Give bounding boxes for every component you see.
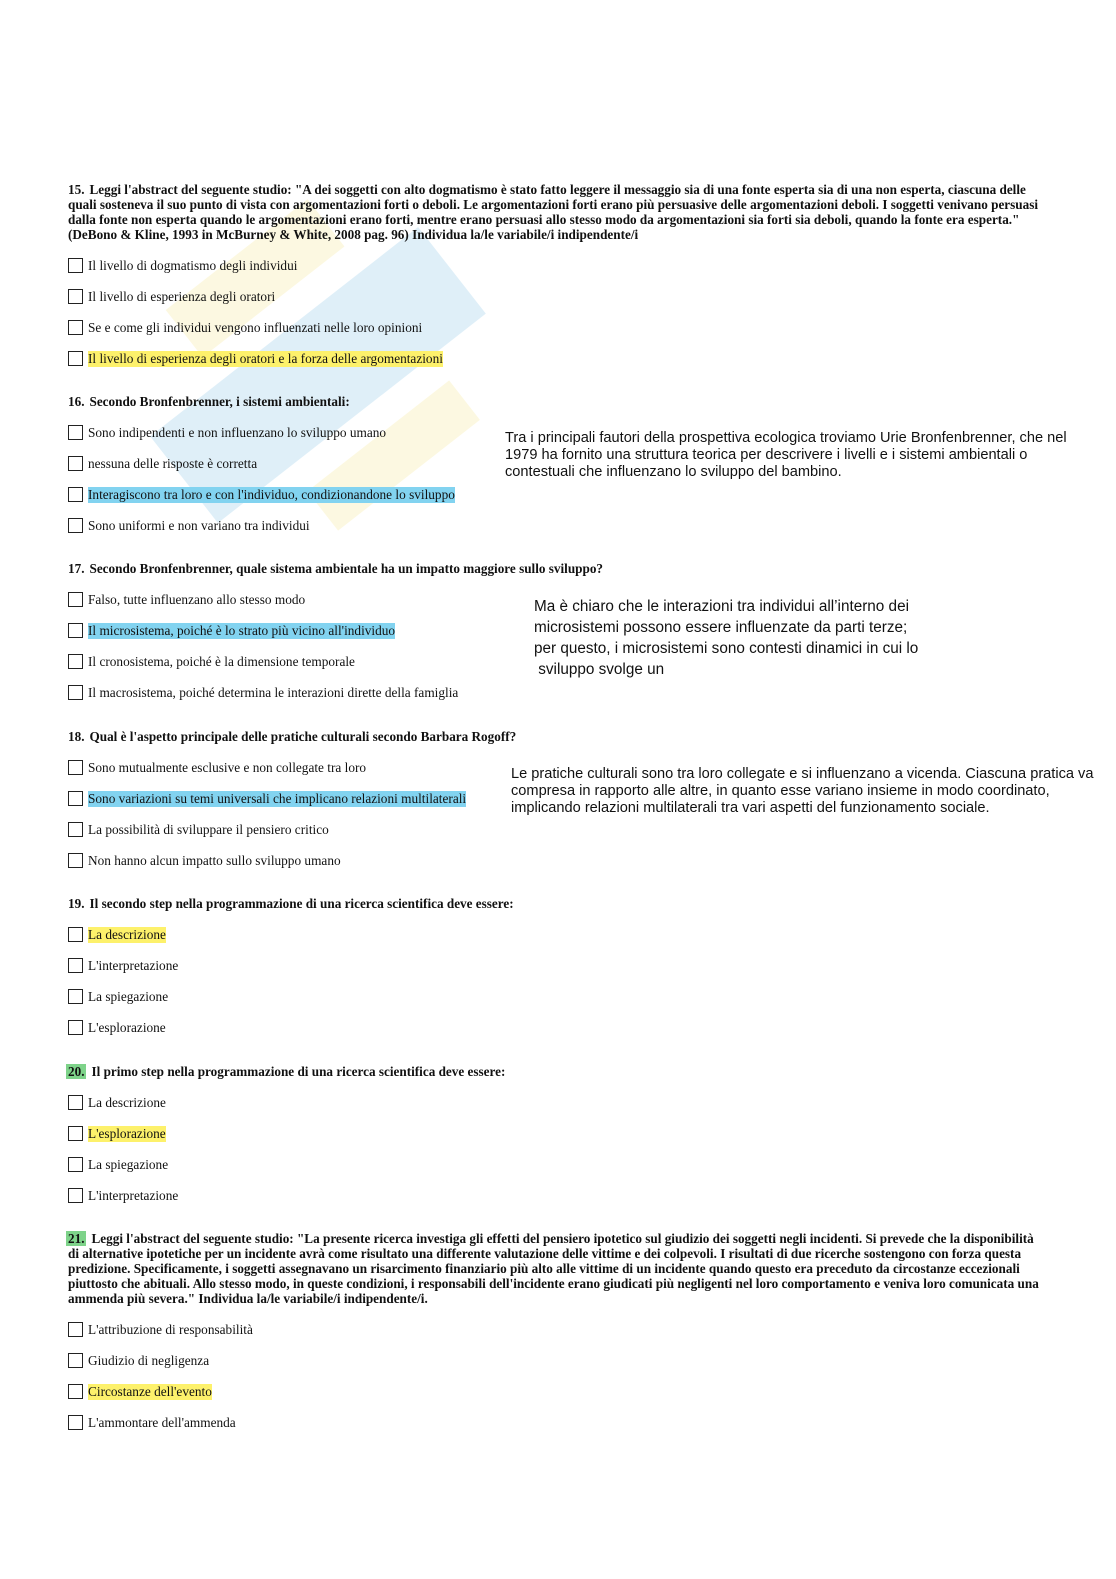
option-label: La possibilità di sviluppare il pensiero critico xyxy=(88,821,329,837)
checkbox[interactable] xyxy=(68,791,83,806)
question-21 xyxy=(68,1231,1043,1438)
checkbox[interactable] xyxy=(68,623,83,638)
answer-option[interactable] xyxy=(68,1149,768,1180)
note-line: sviluppo svolge un xyxy=(534,661,665,678)
question-text: Leggi l'abstract del seguente studio: "A dei soggetti con alto dogmatismo è stato fatto leggere il messaggio sia di una fonte esperta sia di una non esperta, ciascuna delle quali sosteneva il suo punto di vista con argomentazioni forti o deboli. Le argomentazioni forti erano più persuasive delle argomentazioni deboli. I soggetti venivano persuasi dalla fonte non esperta quando le argomentazioni erano forti, mentre erano persuasi allo stesso modo da argomentazioni sia forti sia deboli, quando la fonte era esperta."(DeBono & Kline, 1993 in McBurney & White, 2008 pag. 96) Individua la/le variabile/i indipendente/i xyxy=(68,182,1039,242)
question-16 xyxy=(68,394,498,541)
option-label-highlighted: Circostanze dell'evento xyxy=(88,1383,212,1399)
option-label: La descrizione xyxy=(88,1094,166,1110)
answer-option[interactable] xyxy=(68,510,498,541)
checkbox[interactable] xyxy=(68,1384,83,1399)
answer-option[interactable] xyxy=(68,845,768,876)
question-text: Secondo Bronfenbrenner, i sistemi ambientali: xyxy=(89,394,350,409)
answer-option[interactable] xyxy=(68,312,1048,343)
checkbox[interactable] xyxy=(68,1322,83,1337)
option-label-highlighted: Il microsistema, poiché è lo strato più vicino all'individuo xyxy=(88,622,396,638)
note-q16 xyxy=(505,430,1090,481)
option-label: L'interpretazione xyxy=(88,1187,179,1203)
answer-option[interactable] xyxy=(68,281,1048,312)
checkbox[interactable] xyxy=(68,592,83,607)
answer-option[interactable] xyxy=(68,1180,768,1211)
question-number: 19. xyxy=(68,896,85,911)
question-title xyxy=(68,729,768,744)
note-line: microsistemi possono essere influenzate da parti terze; xyxy=(534,619,908,636)
option-label: Se e come gli individui vengono influenzati nelle loro opinioni xyxy=(88,319,423,335)
checkbox[interactable] xyxy=(68,351,83,366)
answer-option[interactable] xyxy=(68,1376,1043,1407)
option-label-highlighted: La descrizione xyxy=(88,926,166,942)
question-number: 21. xyxy=(68,1231,85,1246)
answer-option[interactable] xyxy=(68,1118,768,1149)
checkbox[interactable] xyxy=(68,654,83,669)
option-label: Il macrosistema, poiché determina le interazioni dirette della famiglia xyxy=(88,684,459,700)
question-number: 17. xyxy=(68,561,85,576)
option-label: La spiegazione xyxy=(88,1156,169,1172)
question-text: Leggi l'abstract del seguente studio: "La presente ricerca investiga gli effetti del pensiero ipotetico sul giudizio dei soggetti negli incidenti. Si prevede che la disponibilità di alternative ipotetiche per un incidente avrà come risultato una differente valutazione delle vittime e dei colpevoli. I risultati di due ricerche sostengono con forza questa predizione. Specificamente, i soggetti assegnavano un risarcimento finanziario più alto alle vittime di un incidente quando questo era preceduto da circostanze eccezionali piuttosto che abituali. Allo stesso modo, in queste condizioni, i responsabili dell'incidente erano giudicati più negligenti nel loro comportamento e veniva loro comunicata una ammenda più severa." Individua la/le variabile/i indipendente/i. xyxy=(68,1231,1039,1306)
answer-option[interactable] xyxy=(68,1012,768,1043)
answer-option[interactable] xyxy=(68,479,498,510)
answer-option[interactable] xyxy=(68,343,1048,374)
answer-option[interactable] xyxy=(68,250,1048,281)
note-text: Le pratiche culturali sono tra loro collegate e si influenzano a vicenda. Ciascuna pratica va compresa in rapporto alle altre, in quanto esse variano insieme in modo coordinato, implicando relazioni multilaterali tra vari aspetti del funzionamento sociale. xyxy=(511,766,1094,816)
option-label: Non hanno alcun impatto sullo sviluppo umano xyxy=(88,852,341,868)
answer-option[interactable] xyxy=(68,981,768,1012)
checkbox[interactable] xyxy=(68,685,83,700)
checkbox[interactable] xyxy=(68,853,83,868)
checkbox[interactable] xyxy=(68,1126,83,1141)
question-title xyxy=(68,182,1048,242)
question-number: 16. xyxy=(68,394,85,409)
note-line: Ma è chiaro che le interazioni tra individui all’interno dei xyxy=(534,598,909,615)
answer-option[interactable] xyxy=(68,677,768,708)
option-label-highlighted: Interagiscono tra loro e con l'individuo, condizionandone lo sviluppo xyxy=(88,486,455,502)
question-title xyxy=(68,1231,1043,1306)
answer-option[interactable] xyxy=(68,950,768,981)
answer-option[interactable] xyxy=(68,919,768,950)
question-number: 18. xyxy=(68,729,85,744)
checkbox[interactable] xyxy=(68,456,83,471)
answer-option[interactable] xyxy=(68,814,768,845)
checkbox[interactable] xyxy=(68,487,83,502)
option-label: L'ammontare dell'ammenda xyxy=(88,1414,236,1430)
option-label: Giudizio di negligenza xyxy=(88,1352,210,1368)
question-number: 20. xyxy=(68,1064,85,1079)
option-label: Il livello di dogmatismo degli individui xyxy=(88,257,298,273)
option-label: Il cronosistema, poiché è la dimensione temporale xyxy=(88,653,355,669)
option-label: nessuna delle risposte è corretta xyxy=(88,455,258,471)
checkbox[interactable] xyxy=(68,258,83,273)
checkbox[interactable] xyxy=(68,1188,83,1203)
note-text: Tra i principali fautori della prospettiva ecologica troviamo Urie Bronfenbrenner, che nel 1979 ha fornito una struttura teorica per descrivere i livelli e i sistemi ambientali o contestuali che influenzano lo sviluppo del bambino. xyxy=(505,430,1067,480)
option-label: Il livello di esperienza degli oratori xyxy=(88,288,276,304)
checkbox[interactable] xyxy=(68,1157,83,1172)
answer-option[interactable] xyxy=(68,417,498,448)
question-15 xyxy=(68,182,1048,374)
answer-option[interactable] xyxy=(68,1407,1043,1438)
checkbox[interactable] xyxy=(68,958,83,973)
question-title xyxy=(68,896,768,911)
checkbox[interactable] xyxy=(68,760,83,775)
option-label: Sono mutualmente esclusive e non collegate tra loro xyxy=(88,759,367,775)
question-20 xyxy=(68,1064,768,1211)
option-label-highlighted: Il livello di esperienza degli oratori e la forza delle argomentazioni xyxy=(88,350,443,366)
question-text: Qual è l'aspetto principale delle pratiche culturali secondo Barbara Rogoff? xyxy=(89,729,517,744)
note-q18 xyxy=(511,766,1101,817)
question-text: Il primo step nella programmazione di una ricerca scientifica deve essere: xyxy=(91,1064,506,1079)
checkbox[interactable] xyxy=(68,1095,83,1110)
answer-option[interactable] xyxy=(68,1087,768,1118)
option-label: L'esplorazione xyxy=(88,1019,166,1035)
question-title xyxy=(68,561,768,576)
checkbox[interactable] xyxy=(68,822,83,837)
option-label: L'interpretazione xyxy=(88,957,179,973)
note-q17 xyxy=(534,596,1054,680)
note-line: per questo, i microsistemi sono contesti dinamici in cui lo xyxy=(534,640,919,657)
option-label: Falso, tutte influenzano allo stesso modo xyxy=(88,591,306,607)
checkbox[interactable] xyxy=(68,1020,83,1035)
answer-option[interactable] xyxy=(68,448,498,479)
question-title xyxy=(68,1064,768,1079)
option-label-highlighted: Sono variazioni su temi universali che implicano relazioni multilaterali xyxy=(88,790,467,806)
checkbox[interactable] xyxy=(68,320,83,335)
checkbox[interactable] xyxy=(68,1415,83,1430)
question-title xyxy=(68,394,498,409)
question-number: 15. xyxy=(68,182,85,197)
checkbox[interactable] xyxy=(68,425,83,440)
option-label: Sono uniformi e non variano tra individui xyxy=(88,517,310,533)
checkbox[interactable] xyxy=(68,518,83,533)
option-label-highlighted: L'esplorazione xyxy=(88,1125,166,1141)
answer-option[interactable] xyxy=(68,1345,1043,1376)
option-label: La spiegazione xyxy=(88,988,169,1004)
option-label: Sono indipendenti e non influenzano lo sviluppo umano xyxy=(88,424,387,440)
question-19 xyxy=(68,896,768,1043)
checkbox[interactable] xyxy=(68,289,83,304)
checkbox[interactable] xyxy=(68,1353,83,1368)
checkbox[interactable] xyxy=(68,989,83,1004)
option-label: L'attribuzione di responsabilità xyxy=(88,1321,253,1337)
question-text: Secondo Bronfenbrenner, quale sistema ambientale ha un impatto maggiore sullo sviluppo? xyxy=(89,561,604,576)
checkbox[interactable] xyxy=(68,927,83,942)
question-text: Il secondo step nella programmazione di una ricerca scientifica deve essere: xyxy=(89,896,514,911)
answer-option[interactable] xyxy=(68,1314,1043,1345)
